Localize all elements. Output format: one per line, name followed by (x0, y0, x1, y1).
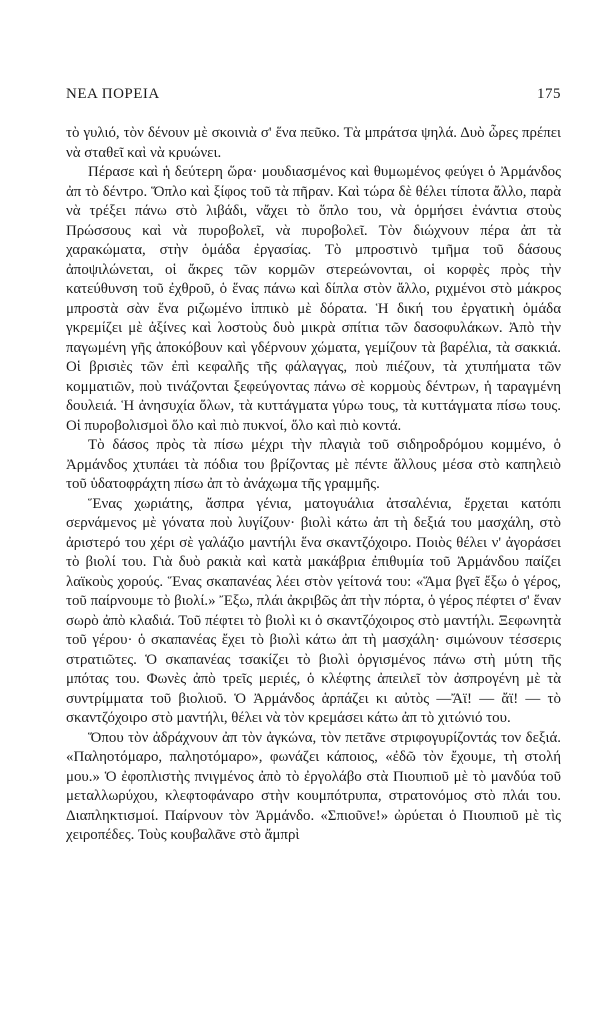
paragraph: Ὅπου τὸν ἀδράχνουν ἀπ τὸν ἀγκώνα, τὸν πετᾶνε στριφογυρίζοντάς τον δεξιά. «Παληοτόμαρο, παληοτόμαρο», φωνάζει κάποιος, «ἐδῶ τὸν ἔχουμε, τὴ στολή μου.» Ὁ ἐφοπλιστὴς πνιγμένος ἀπὸ τὸ ἐργολάβο στὰ Πιουπιοῦ μὲ τὸ μανδύα τοῦ μεταλλωρύχου, κλεφτοφάναρο στὴν κουμπότρυπα, στρατονόμος στὸ πλάι του. Διαπληκτισμοί. Παίρνουν τὸν Ἀρμάνδο. «Σπιοῦνε!» ὠρύεται ὁ Πιουπιοῦ μὲ τὶς χειροπέδες. Τοὺς κουβαλᾶνε στὸ ἄμπρὶ (66, 729, 561, 843)
paragraph: Τὸ δάσος πρὸς τὰ πίσω μέχρι τὴν πλαγιὰ τοῦ σιδηροδρόμου κομμένο, ὁ Ἀρμάνδος χτυπάει τὰ πόδια του βρίζοντας μὲ πέντε ἄλλους μέσα στὸ καπηλειὸ τοῦ ὑδατοφράχτη πίσω ἀπ τὸ ἀνάχωμα τῆς γραμμῆς. (66, 437, 561, 492)
running-header (66, 86, 561, 106)
body-text (66, 124, 561, 846)
paragraph: Ἕνας χωριάτης, ἄσπρα γένια, ματογυάλια ἀτσαλένια, ἔρχεται κατόπι σερνάμενος μὲ γόνατα ποὺ λυγίζουν· βιολὶ κάτω ἀπ τὴ δεξιά του μασχάλη, στὸ ἀριστερό του χέρι σὲ γαλάζιο μαντήλι ἕνα σκαντζόχοιρο. Ποιὸς θέλει ν' ἀγοράσει τὸ βιολί του. Γιὰ δυὸ ρακιὰ καὶ κατὰ μακάβρια ἐπιθυμία τοῦ Ἀρμάνδου παίζει λαϊκοὺς χορούς. Ἕνας σκαπανέας λέει στὸν γείτονά του: «Ἅμα βγεῖ ἔξω ὁ γέρος, τοῦ παίρνουμε τὸ βιολί.» Ἔξω, πλάι ἀκριβῶς ἀπ τὴν πόρτα, ὁ γέρος πέφτει σ' ἕναν σωρὸ ἀπὸ κλαδιά. Τοῦ πέφτει τὸ βιολὶ κι ὁ σκαντζόχοιρος στὸ μαντήλι. Ξεφωνητὰ τοῦ γέρου· ὁ σκαπανέας ἔχει τὸ βιολὶ κάτω ἀπ τὴ μασχάλη· σιμώνουν τέσσερις στρατιῶτες. Ὁ σκαπανέας τσακίζει τὸ βιολὶ ὀργισμένος πάνω στὴ μύτη τῆς μπότας του. Φωνὲς ἀπὸ τρεῖς μεριές, ὁ κλέφτης ἀπειλεῖ τὸν ἀσπρογένη μὲ τὰ συντρίμματα τοῦ βιολιοῦ. Ὁ Ἀρμάνδος ἁρπάζει κι αὐτὸς —Ἄϊ! — ἄϊ! — τὸ σκαντζόχοιρο στὸ μαντήλι, θέλει νὰ τὸν κρεμάσει κάτω ἀπ τὸ χιτώνιό του. (66, 495, 561, 726)
paragraph: Πέρασε καὶ ἡ δεύτερη ὥρα· μουδιασμένος καὶ θυμωμένος φεύγει ὁ Ἀρμάνδος ἀπ τὸ δέντρο. Ὅπλο καὶ ξίφος τοῦ τὰ πῆραν. Καὶ τώρα δὲ θέλει τίποτα ἄλλο, παρὰ νὰ τρέξει πάνω στὸ λιβάδι, νἄχει τὸ ὅπλο του, νὰ ὁρμήσει ἐνάντια στοὺς Πρώσσους καὶ νὰ πυροβολεῖ, νὰ πυροβολεῖ. Τὸν διώχνουν πέρα ἀπ τὰ χαρακώματα, στὴν ὁμάδα ἐργασίας. Τὸ μπροστινὸ τμῆμα τοῦ δάσους ἀποψιλώνεται, οἱ ἄκρες τῶν κορμῶν στερεώνονται, οἱ κορφὲς πρὸς τὴν κατεύθυνση τοῦ ἐχθροῦ, ὁ ἕνας πάνω καὶ δίπλα στὸν ἄλλο, ριχμένοι στὸ μάκρος μπροστὰ σὰν ἕνα ριζωμένο ἱππικὸ μὲ δόρατα. Ἡ δική του ἐργατικὴ ὁμάδα γκρεμίζει μὲ ἀξίνες καὶ λοστοὺς δυὸ μικρὰ σπίτια τῶν δασοφυλάκων. Ἀπὸ τὴν παγωμένη γῆς ἀποκόβουν καὶ γδέρνουν χώματα, γεμίζουν τὰ βαρέλια, τὰ σακκιά. Οἱ βρισιὲς τῶν ἐπὶ κεφαλῆς τῆς φάλαγγας, ποὺ πιέζουν, τὰ χτυπήματα τῶν κομματιῶν, ποὺ τινάζονται ξεφεύγοντας πάνω σὲ κορμοὺς δέντρων, ἡ ταραγμένη δουλειά. Ἡ ἀνησυχία ὅλων, τὰ κυττάγματα γύρω τους, τὰ κυττάγματα πίσω τους. Οἱ πυροβολισμοὶ ὅλο καὶ πιὸ πυκνοί, ὅλο καὶ πιὸ κοντά. (66, 164, 561, 434)
paragraph: τὸ γυλιό, τὸν δένουν μὲ σκοινιὰ σ' ἕνα πεῦκο. Τὰ μπράτσα ψηλά. Δυὸ ὧρες πρέπει νὰ σταθεῖ καὶ νὰ κρυώνει. (66, 125, 561, 161)
page-number: 175 (537, 86, 561, 102)
journal-title: ΝΕΑ ΠΟΡΕΙΑ (66, 86, 160, 102)
